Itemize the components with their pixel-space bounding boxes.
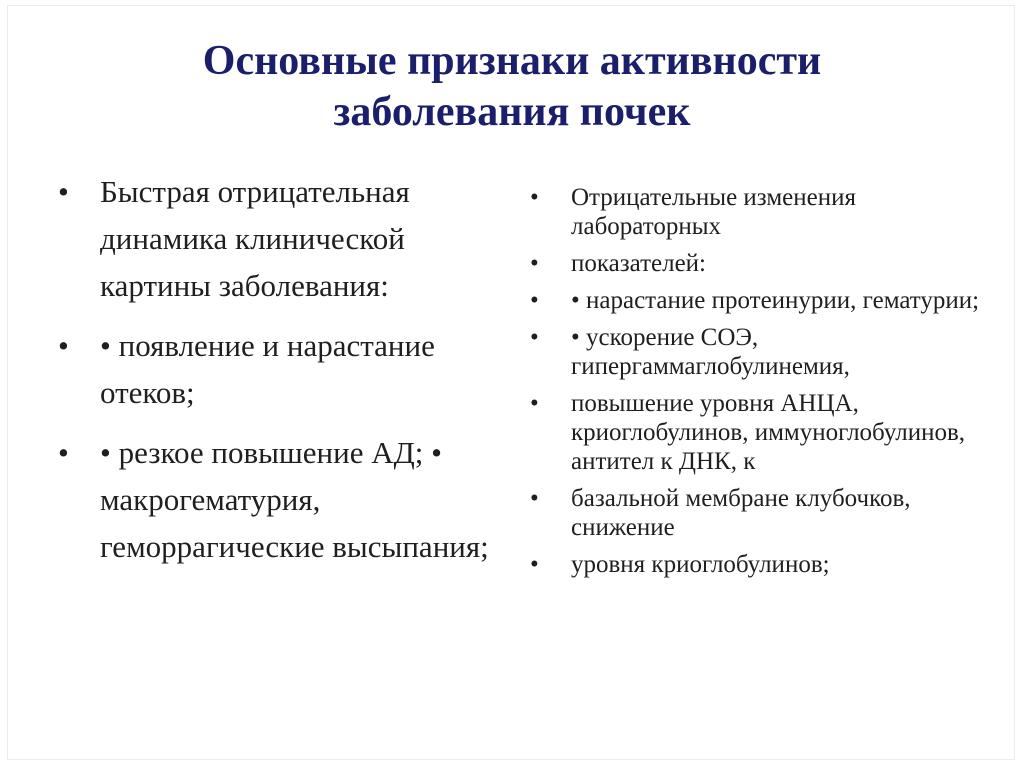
bullet-icon: • [530,551,539,578]
right-list-item [530,183,1000,241]
right-item-text: уровня криоглобулинов; [571,551,830,578]
left-item-text: • появление и нарастание отеков; [100,328,435,410]
title-line-2: заболевания почек [333,89,691,135]
bullet-icon: • [530,287,539,314]
bullet-icon: • [530,324,539,351]
bullet-icon: • [530,485,539,512]
right-list-item [530,389,1000,476]
right-item-text: Отрицательные изменения лабораторных [571,184,856,240]
right-item-text: базальной мембране клубочков, снижение [571,485,911,541]
bullet-icon: • [530,250,539,277]
bullet-icon: • [530,184,539,211]
right-item-text: повышение уровня АНЦА, криоглобулинов, иммуноглобулинов, антител к ДНК, к [571,390,966,475]
bullet-icon: • [58,435,69,470]
title-line-1: Основные признаки активности [202,38,822,84]
left-column [58,168,508,583]
right-list-item [530,249,1000,278]
right-column [530,183,1000,587]
left-list-item [58,429,508,570]
right-item-text: • ускорение СОЭ, гипергаммаглобулинемия, [571,324,850,380]
left-list-item [58,322,508,416]
right-list-item [530,484,1000,542]
bullet-icon: • [58,328,69,363]
left-item-text: Быстрая отрицательная динамика клинической картины заболевания: [100,174,410,303]
bullet-icon: • [530,390,539,417]
right-list-item [530,286,1000,315]
right-item-text: • нарастание протеинурии, гематурии; [571,287,980,314]
bullet-icon: • [58,174,69,209]
left-list-item [58,168,508,309]
right-list-item [530,323,1000,381]
right-list-item [530,550,1000,579]
left-item-text: • резкое повышение АД; • макрогематурия, геморрагические высыпания; [100,435,489,564]
right-item-text: показателей: [571,250,706,277]
slide-title [0,36,1024,138]
